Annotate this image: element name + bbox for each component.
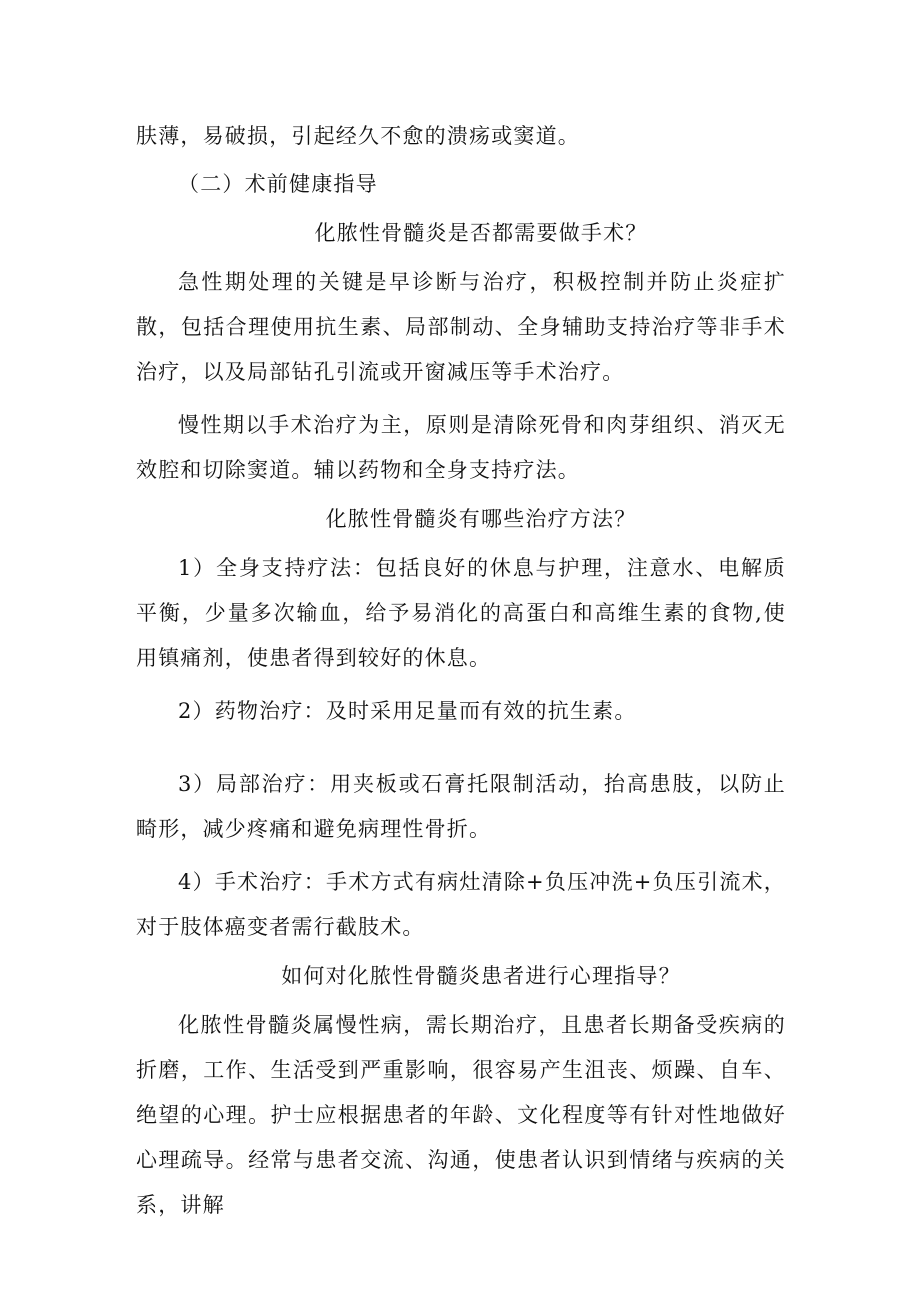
paragraph-psychological-guidance: 化脓性骨髓炎属慢性病，需长期治疗，且患者长期备受疾病的折磨，工作、生活受到严重影响，很容易产生沮丧、烦躁、自车、绝望的心理。护士应根据患者的年龄、文化程度等有针对性地做好心理疏导。经常与患者交流、沟通，使患者认识到情绪与疾病的关系，讲解 — [136, 1013, 786, 1217]
paragraph-chronic-phase: 慢性期以手术治疗为主，原则是清除死骨和肉芽组织、消灭无效腔和切除窦道。辅以药物和全身支持疗法。 — [136, 413, 786, 482]
list-item-local-treatment: 3）局部治疗：用夹板或石膏托限制活动，抬高患肢，以防止畸形，减少疼痛和避免病理性骨折。 — [136, 772, 786, 841]
paragraph-continuation: 肤薄，易破损，引起经久不愈的溃疡或窦道。 — [136, 124, 580, 148]
list-item-surgical-treatment: 4）手术治疗：手术方式有病灶清除+负压冲洗+负压引流术，对于肢体癌变者需行截肢术。 — [136, 870, 786, 939]
question-heading-treatments: 化脓性骨髓炎有哪些治疗方法？ — [325, 507, 637, 531]
paragraph-acute-phase: 急性期处理的关键是早诊断与治疗，积极控制并防止炎症扩散，包括合理使用抗生素、局部制动、全身辅助支持治疗等非手术治疗，以及局部钻孔引流或开窗减压等手术治疗。 — [136, 270, 786, 384]
list-item-systemic-support: 1）全身支持疗法：包括良好的休息与护理，注意水、电解质平衡，少量多次输血，给予易消化的高蛋白和高维生素的食物,使用镇痛剂，使患者得到较好的休息。 — [136, 556, 786, 670]
list-item-drug-therapy: 2）药物治疗：及时采用足量而有效的抗生素。 — [178, 699, 637, 723]
document-body — [136, 114, 786, 1228]
section-subheading: （二）术前健康指导 — [178, 172, 378, 196]
question-heading-psychological: 如何对化脓性骨髓炎患者进行心理指导？ — [281, 964, 681, 988]
question-heading-surgery: 化脓性骨髓炎是否都需要做手术？ — [314, 221, 648, 245]
